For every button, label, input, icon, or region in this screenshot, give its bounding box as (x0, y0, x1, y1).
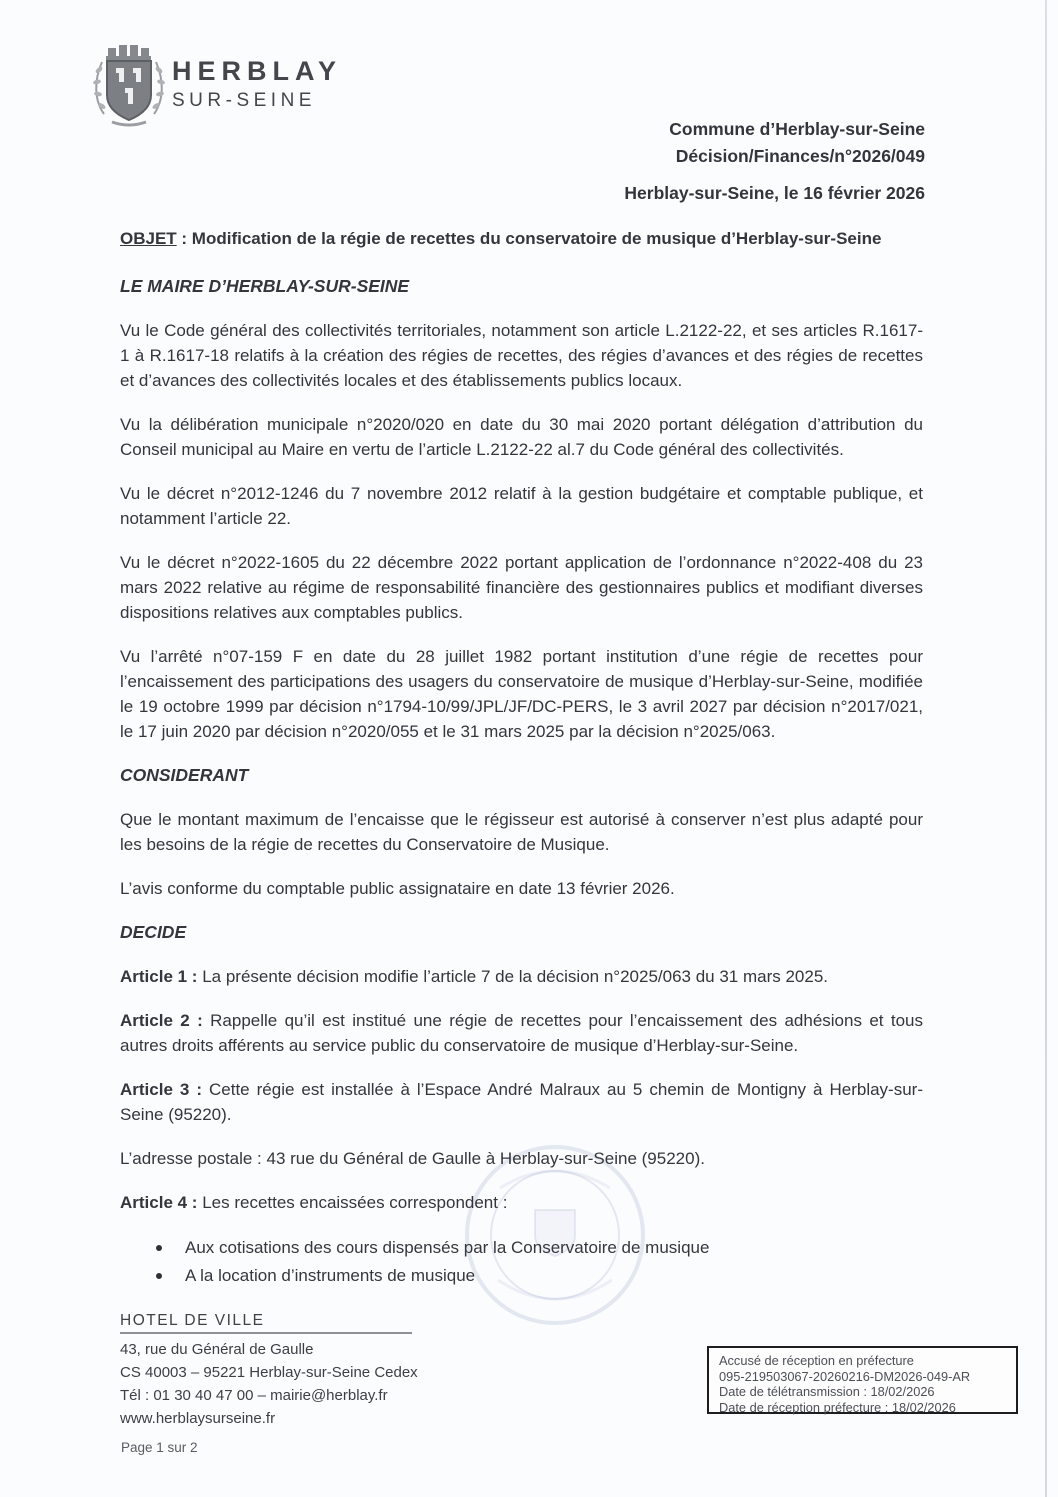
place-date-line: Herblay-sur-Seine, le 16 février 2026 (624, 183, 925, 203)
objet-text: : Modification de la régie de recettes du conservatoire de musique d’Herblay-sur-Seine (176, 229, 882, 248)
reception-line-3: Date de télétransmission : 18/02/2026 (719, 1384, 935, 1399)
article-2 (120, 1008, 923, 1058)
reception-line-2: 095-219503067-20260216-DM2026-049-AR (719, 1368, 971, 1384)
postal-address-line: L’adresse postale : 43 rue du Général de Gaulle à Herblay-sur-Seine (95220). (120, 1149, 705, 1168)
article-1-label: Article 1 : (120, 967, 198, 986)
vu-paragraph-1: Vu le Code général des collectivités territoriales, notamment son article L.2122-22, et ses articles R.1617-1 à R.1617-18 relatifs à la création des régies de recettes, des régies d’avances et des régies de recettes et d’avances des collectivités locales et des établissements publics locaux. (120, 321, 923, 390)
article-3 (120, 1077, 923, 1127)
vu-paragraph-3: Vu le décret n°2012-1246 du 7 novembre 2012 relatif à la gestion budgétaire et comptable publique, et notamment l’article 22. (120, 484, 923, 528)
city-wordmark (172, 56, 342, 112)
bullet-text: A la location d’instruments de musique (185, 1266, 476, 1285)
document-header-block (624, 116, 925, 207)
article-4-label: Article 4 : (120, 1193, 198, 1212)
vu-paragraph-4: Vu le décret n°2022-1605 du 22 décembre 2022 portant application de l’ordonnance n°2022-408 du 23 mars 2022 relative au régime de responsabilité financière des gestionnaires publics et modifiant diverses dispositions relatives aux comptables publics. (120, 553, 923, 622)
list-item (120, 1234, 923, 1262)
article-2-text: Rappelle qu’il est institué une régie de recettes pour l’encaissement des adhésions et tous autres droits afférents au service public du conservatoire de musique d’Herblay-sur-Seine. (120, 1011, 923, 1055)
wordmark-subname: SUR-SEINE (172, 90, 316, 111)
reception-line-4: Date de réception préfecture : 18/02/2026 (719, 1399, 956, 1415)
bullet-icon (156, 1245, 162, 1251)
footer-title: HOTEL DE VILLE (120, 1312, 412, 1334)
commune-line: Commune d’Herblay-sur-Seine (669, 119, 925, 139)
footer-line-3: Tél : 01 30 40 47 00 – mairie@herblay.fr (120, 1387, 388, 1404)
considerant-paragraph-2: L’avis conforme du comptable public assignataire en date 13 février 2026. (120, 879, 675, 898)
vu-paragraph-5: Vu l’arrêté n°07-159 F en date du 28 juillet 1982 portant institution d’une régie de recettes pour l’encaissement des participations des usagers du conservatoire de musique d’Herblay-sur-Seine, modifiée le 19 octobre 1999 par décision n°1794-10/99/JPL/JF/DC-PERS, le 3 avril 2027 par décision n°2017/021, le 17 juin 2020 par décision n°2020/055 et le 31 mars 2025 par la décision n°2025/063. (120, 647, 923, 741)
article-3-label: Article 3 : (120, 1080, 203, 1099)
scan-edge-artifact (1045, 0, 1047, 1497)
article-4-text: Les recettes encaissées correspondent : (197, 1193, 508, 1212)
decide-heading: DECIDE (120, 922, 187, 942)
reception-line-1: Accusé de réception en préfecture (719, 1353, 914, 1368)
footer-line-4: www.herblaysurseine.fr (120, 1410, 276, 1427)
bullet-text: Aux cotisations des cours dispensés par la Conservatoire de musique (185, 1238, 710, 1257)
objet-line (120, 226, 923, 251)
vu-paragraph-2: Vu la délibération municipale n°2020/020 en date du 30 mai 2020 portant délégation d’attribution du Conseil municipal au Maire en vertu de l’article L.2122-22 al.7 du Code général des collectivités. (120, 415, 923, 459)
article-3-text: Cette régie est installée à l’Espace André Malraux au 5 chemin de Montigny à Herblay-sur-Seine (95220). (120, 1080, 923, 1124)
herblay-coat-of-arms-icon (92, 42, 166, 133)
reference-line: Décision/Finances/n°2026/049 (675, 146, 925, 166)
considerant-paragraph-1: Que le montant maximum de l’encaisse que le régisseur est autorisé à conserver n’est plus adapté pour les besoins de la régie de recettes du Conservatoire de Musique. (120, 810, 923, 854)
list-item (120, 1262, 923, 1290)
article-4 (120, 1190, 923, 1215)
revenue-bullet-list (120, 1234, 923, 1290)
article-1 (120, 964, 923, 989)
page-number: Page 1 sur 2 (121, 1440, 198, 1455)
footer-line-2: CS 40003 – 95221 Herblay-sur-Seine Cedex (120, 1364, 418, 1381)
article-1-text: La présente décision modifie l’article 7 de la décision n°2025/063 du 31 mars 2025. (197, 967, 829, 986)
article-2-label: Article 2 : (120, 1011, 203, 1030)
footer-line-1: 43, rue du Général de Gaulle (120, 1341, 314, 1358)
wordmark-name: HERBLAY (172, 56, 343, 86)
document-body (120, 226, 923, 1290)
bullet-icon (156, 1273, 162, 1279)
maire-heading: LE MAIRE D’HERBLAY-SUR-SEINE (120, 276, 410, 296)
footer-address-block (120, 1312, 418, 1430)
objet-label: OBJET (120, 229, 177, 248)
considerant-heading: CONSIDERANT (120, 765, 249, 785)
prefecture-reception-box (707, 1346, 1018, 1414)
